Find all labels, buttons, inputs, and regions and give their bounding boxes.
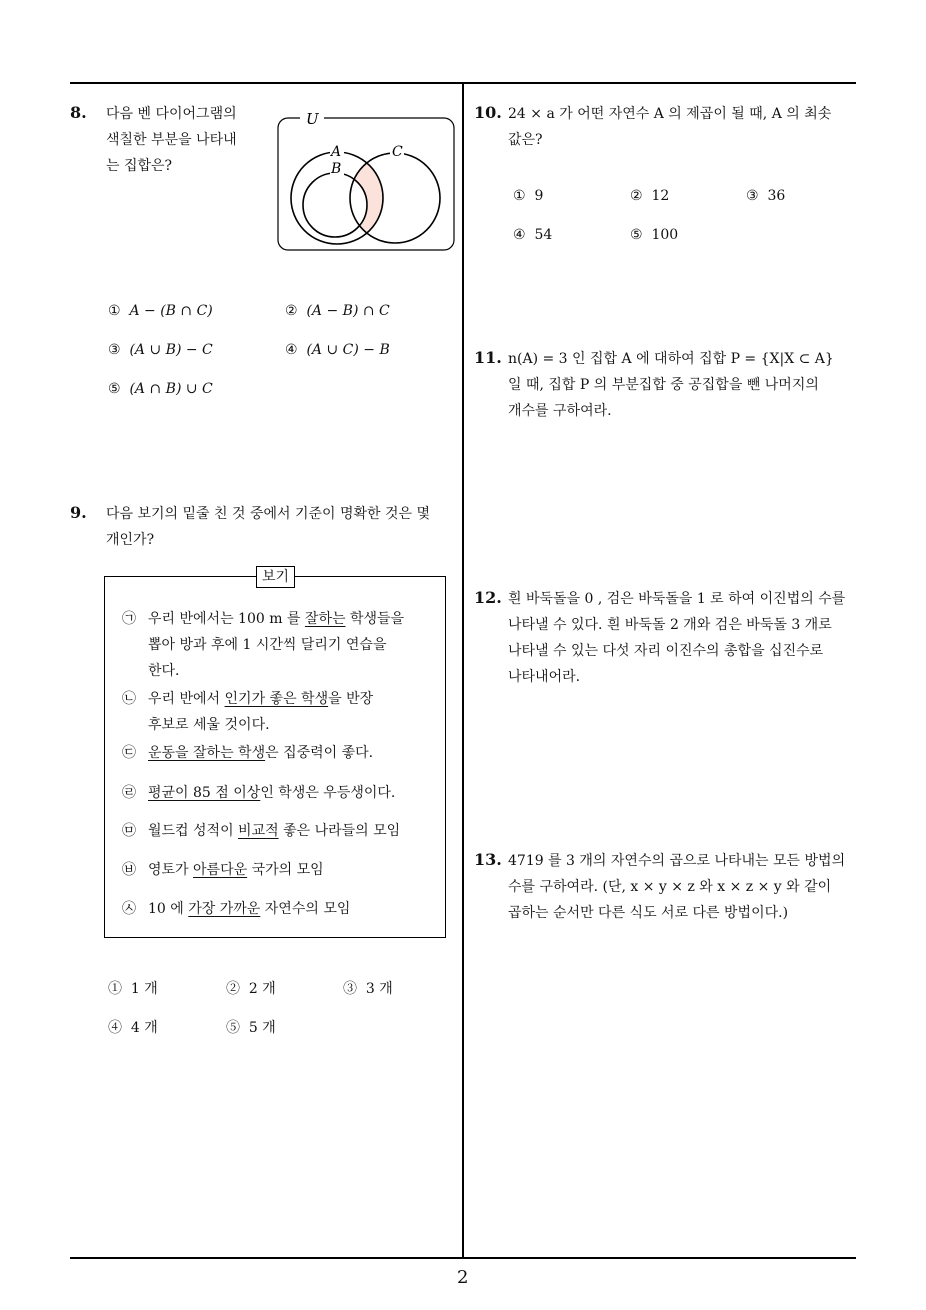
item-continuation: 후보로 세울 것이다. (148, 717, 270, 733)
item-text: 국가의 모임 (247, 862, 324, 878)
option-2[interactable] (630, 188, 669, 204)
item-marker: ㉦ (122, 901, 136, 917)
option-4[interactable] (285, 342, 390, 358)
text-line: 곱하는 순서만 다른 식도 서로 다른 방법이다.) (508, 905, 789, 921)
text-line: 다음 벤 다이어그램의 (106, 106, 237, 122)
column-divider (462, 82, 464, 1259)
item-text: 10 에 (148, 901, 189, 917)
item-underlined: 가장 가까운 (188, 901, 261, 917)
item-underlined: 아름다운 (193, 862, 248, 878)
option-text: (A ∪ C) − B (306, 342, 390, 358)
option-marker: ④ (513, 227, 526, 243)
option-3[interactable] (343, 978, 393, 998)
option-marker: ① (108, 981, 122, 997)
label-a: A (331, 144, 342, 160)
text-line: 나타낼 수 있다. 흰 바둑돌 2 개와 검은 바둑돌 3 개로 (508, 617, 832, 633)
question-number: 11. (474, 348, 502, 367)
option-4[interactable] (513, 227, 552, 243)
example-item-5 (122, 818, 400, 844)
item-text: 을 반장 (328, 691, 374, 707)
option-5[interactable] (630, 227, 678, 243)
option-text: 2 개 (248, 981, 276, 997)
option-2[interactable] (226, 978, 276, 998)
question-text (106, 501, 430, 553)
option-1[interactable] (108, 303, 213, 319)
option-text: (A ∪ B) − C (129, 342, 213, 358)
option-marker: ① (513, 188, 526, 204)
question-number: 10. (474, 103, 502, 122)
item-underlined: 비교적 (238, 823, 279, 839)
item-marker: ㉡ (122, 691, 136, 707)
bottom-rule (70, 1257, 856, 1259)
item-text: 학생들을 (345, 611, 405, 627)
option-text: 36 (767, 188, 786, 204)
option-text: 5 개 (248, 1020, 276, 1036)
option-text: 54 (534, 227, 553, 243)
example-item-4 (122, 780, 395, 806)
question-text (508, 101, 831, 153)
item-continuation: 뽑아 방과 후에 1 시간씩 달리기 연습을 (148, 637, 387, 653)
question-text (508, 848, 845, 926)
item-text: 자연수의 모임 (260, 901, 351, 917)
item-underlined: 인기가 좋은 학생 (224, 691, 329, 707)
option-text: 9 (534, 188, 544, 204)
item-underlined: 잘하는 (304, 611, 346, 627)
option-text: 100 (651, 227, 679, 243)
option-text: 3 개 (365, 981, 393, 997)
item-underlined: 평균이 85 점 이상 (148, 785, 261, 801)
option-5[interactable] (108, 381, 213, 397)
option-marker: ② (285, 303, 298, 319)
item-text: 좋은 나라들의 모임 (278, 823, 401, 839)
option-marker: ③ (343, 981, 357, 997)
option-text: 4 개 (130, 1020, 158, 1036)
option-1[interactable] (108, 978, 158, 998)
text-line: 일 때, 집합 P 의 부분집합 중 공집합을 뺀 나머지의 (508, 377, 819, 393)
question-text (508, 586, 845, 690)
option-3[interactable] (746, 188, 785, 204)
item-text: 우리 반에서는 100 m 를 (148, 611, 305, 627)
text-line: 개수를 구하여라. (508, 403, 612, 419)
item-text: 월드컵 성적이 (148, 823, 239, 839)
text-line: 수를 구하여라. (단, x × y × z 와 x × z × y 와 같이 (508, 879, 832, 895)
question-number: 9. (70, 503, 87, 522)
item-marker: ㉢ (122, 745, 136, 761)
option-marker: ④ (108, 1020, 122, 1036)
example-item-1 (122, 606, 404, 684)
text-line: 24 × a 가 어떤 자연수 A 의 제곱이 될 때, A 의 최솟 (508, 106, 832, 122)
text-line: n(A) = 3 인 집합 A 에 대하여 집합 P = {X|X ⊂ A} (508, 351, 834, 367)
text-line: 흰 바둑돌을 0 , 검은 바둑돌을 1 로 하여 이진법의 수를 (508, 591, 846, 607)
option-marker: ⑤ (630, 227, 643, 243)
item-marker: ㉤ (122, 823, 136, 839)
option-text: 1 개 (130, 981, 158, 997)
option-5[interactable] (226, 1017, 276, 1037)
option-marker: ② (226, 981, 240, 997)
option-marker: ③ (746, 188, 759, 204)
option-text: 12 (651, 188, 670, 204)
example-box-title: 보기 (256, 566, 295, 588)
text-line: 다음 보기의 밑줄 친 것 중에서 기준이 명확한 것은 몇 (106, 506, 431, 522)
page-number: 2 (457, 1267, 469, 1288)
option-marker: ① (108, 303, 121, 319)
question-text (106, 101, 237, 179)
text-line: 값은? (508, 132, 543, 148)
item-text: 인 학생은 우등생이다. (260, 785, 396, 801)
option-4[interactable] (108, 1017, 158, 1037)
item-continuation: 한다. (148, 663, 180, 679)
label-c: C (392, 144, 403, 160)
option-marker: ③ (108, 342, 121, 358)
question-text (508, 346, 834, 424)
item-underlined: 운동을 잘하는 학생 (148, 745, 266, 761)
example-item-2 (122, 686, 373, 738)
text-line: 색칠한 부분을 나타내 (106, 132, 237, 148)
text-line: 개인가? (106, 532, 155, 548)
option-text: (A − B) ∩ C (306, 303, 390, 319)
question-number: 12. (474, 588, 502, 607)
option-1[interactable] (513, 188, 543, 204)
venn-diagram (276, 108, 458, 254)
label-b: B (331, 161, 342, 177)
question-number: 8. (70, 103, 87, 122)
item-marker: ㉠ (122, 611, 136, 627)
example-item-7 (122, 896, 350, 922)
option-marker: ④ (285, 342, 298, 358)
item-text: 영토가 (148, 862, 194, 878)
item-marker: ㉥ (122, 862, 136, 878)
text-line: 나타내어라. (508, 669, 581, 685)
text-line: 4719 를 3 개의 자연수의 곱으로 나타내는 모든 방법의 (508, 853, 846, 869)
option-text: A − (B ∩ C) (129, 303, 213, 319)
example-item-3 (122, 740, 373, 766)
item-text: 은 집중력이 좋다. (265, 745, 374, 761)
universe-label: U (306, 110, 319, 128)
item-text: 우리 반에서 (148, 691, 225, 707)
option-3[interactable] (108, 342, 213, 358)
option-marker: ⑤ (108, 381, 121, 397)
text-line: 나타낼 수 있는 다섯 자리 이진수의 총합을 십진수로 (508, 643, 824, 659)
option-marker: ② (630, 188, 643, 204)
example-item-6 (122, 857, 324, 883)
text-line: 는 집합은? (106, 158, 173, 174)
option-text: (A ∩ B) ∪ C (129, 381, 213, 397)
item-marker: ㉣ (122, 785, 136, 801)
option-marker: ⑤ (226, 1020, 240, 1036)
option-2[interactable] (285, 303, 390, 319)
question-number: 13. (474, 850, 502, 869)
